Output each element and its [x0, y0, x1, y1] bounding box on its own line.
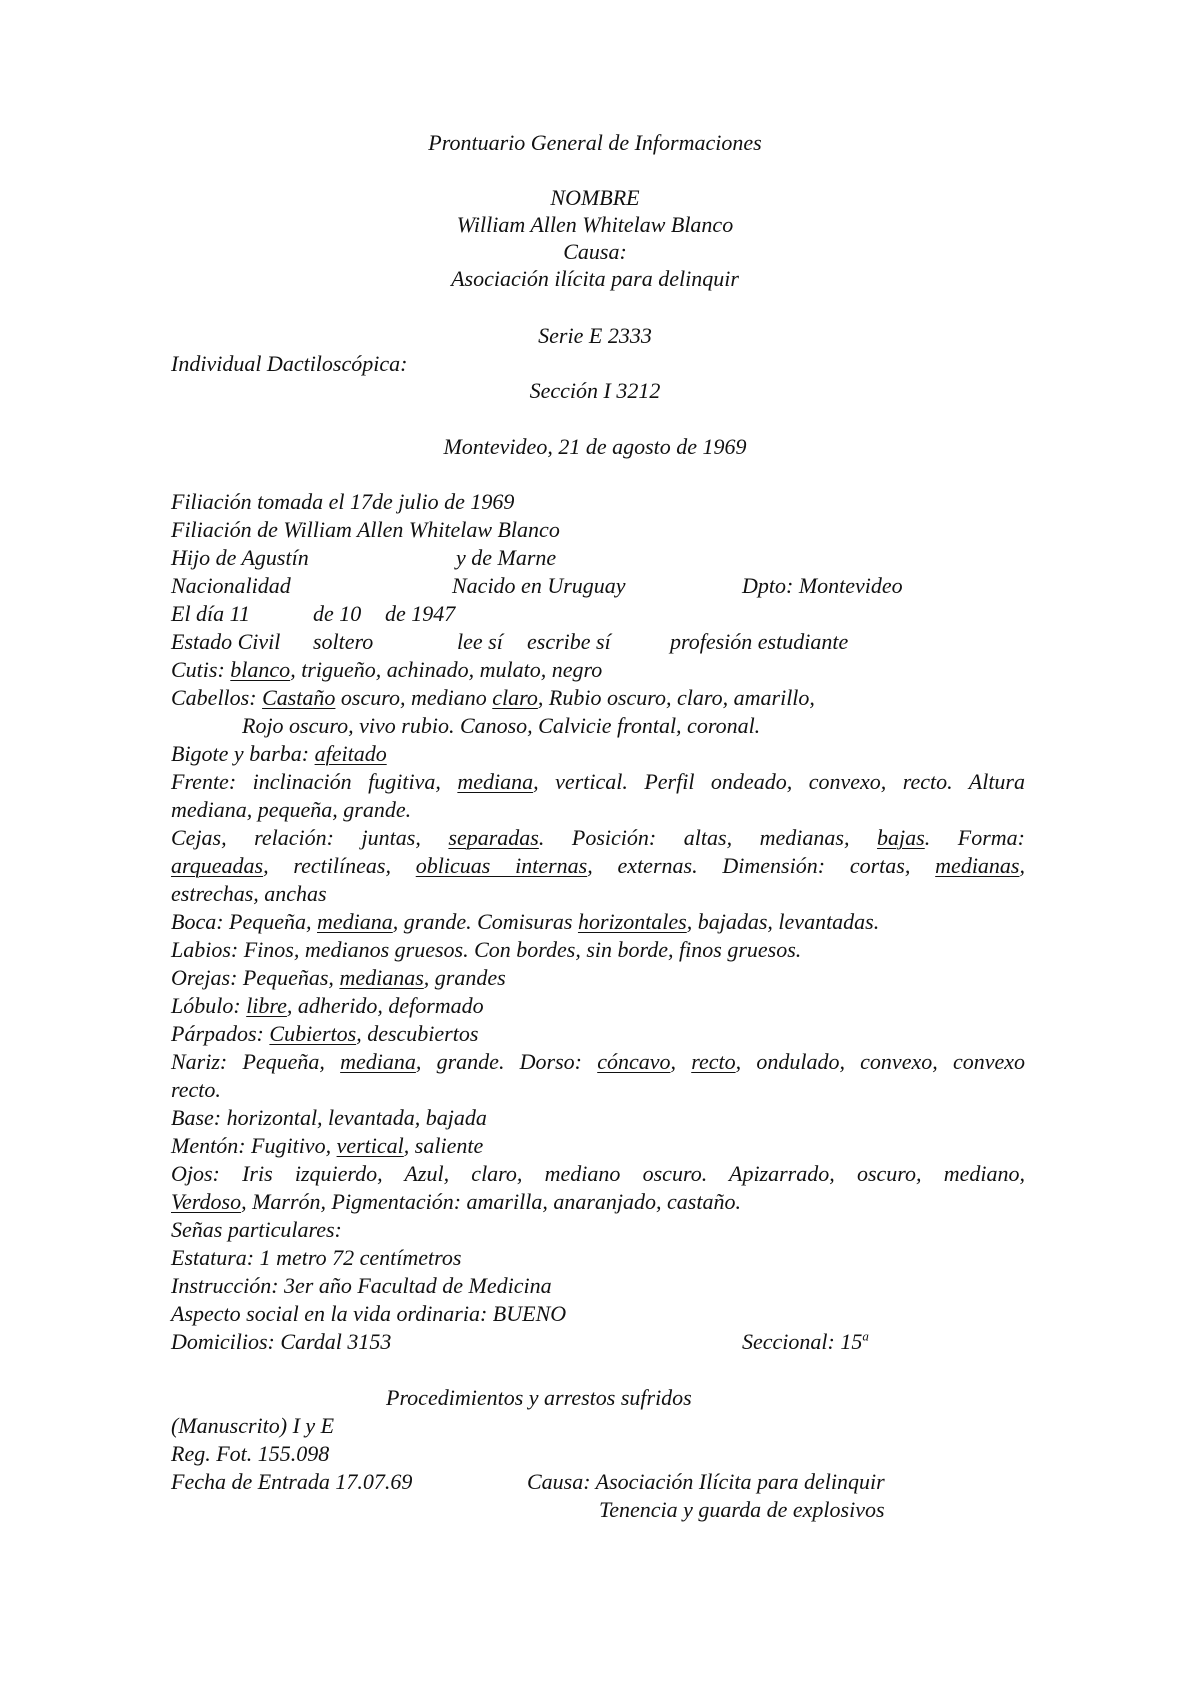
text-segment: oscuro, mediano: [335, 685, 493, 710]
aspecto-social: Aspecto social en la vida ordinaria: BUENO: [171, 1301, 567, 1326]
nariz-line-2: [171, 1076, 1025, 1104]
text-segment: Nariz: Pequeña,: [171, 1049, 341, 1074]
underlined-option: blanco: [230, 657, 291, 682]
y-de: y de Marne: [456, 545, 557, 570]
seccional: [742, 1328, 869, 1356]
underlined-option: afeitado: [314, 741, 387, 766]
text-segment: . Posición: altas, medianas,: [538, 825, 878, 850]
text-segment: Orejas: Pequeñas,: [171, 965, 340, 990]
text-segment: , ondulado, convexo, convexo: [735, 1049, 1026, 1074]
nombre-label: NOMBRE: [550, 185, 640, 210]
cutis-line: [171, 656, 1025, 684]
text-segment: Mentón: Fugitivo,: [171, 1133, 337, 1158]
nacionalidad-label: Nacionalidad: [171, 573, 291, 598]
text-segment: Frente: inclinación fugitiva,: [171, 769, 458, 794]
text-segment: ,: [1019, 853, 1025, 878]
estado-civil-label: Estado Civil: [171, 629, 281, 654]
dia-nacimiento: El día 11: [171, 601, 251, 626]
estado-civil-value: soltero: [313, 629, 374, 654]
underlined-option: cóncavo: [597, 1049, 671, 1074]
underlined-option: mediana: [457, 769, 534, 794]
underlined-option: horizontales: [577, 909, 687, 934]
causa-value: Asociación ilícita para delinquir: [451, 266, 739, 291]
base-line: [171, 1104, 1025, 1132]
text-segment: , trigueño, achinado, mulato, negro: [290, 657, 603, 682]
underlined-option: vertical: [336, 1133, 404, 1158]
text-segment: Lóbulo:: [171, 993, 247, 1018]
text-segment: Labios: Finos, medianos gruesos. Con bordes, sin borde, finos gruesos.: [171, 937, 802, 962]
procedimiento-causa: Causa: Asociación Ilícita para delinquir: [527, 1469, 885, 1494]
text-segment: , Rubio oscuro, claro, amarillo,: [537, 685, 815, 710]
seccion: Sección I 3212: [529, 378, 661, 403]
text-segment: mediana, pequeña, grande.: [171, 797, 412, 822]
anio-nacimiento: de 1947: [385, 601, 456, 626]
underlined-option: arqueadas: [171, 853, 264, 878]
causa-label: Causa:: [563, 239, 627, 264]
cejas-line-1: [171, 824, 1025, 852]
place-date: Montevideo, 21 de agosto de 1969: [443, 434, 747, 459]
text-segment: , Marrón, Pigmentación: amarilla, anaranjado, castaño.: [241, 1189, 741, 1214]
underlined-option: recto: [691, 1049, 736, 1074]
document-title: Prontuario General de Informaciones: [428, 130, 762, 155]
departamento: Dpto: Montevideo: [742, 573, 903, 598]
filiacion-de: Filiación de William Allen Whitelaw Blanco: [171, 517, 560, 542]
orejas-line: [171, 964, 1025, 992]
text-segment: , descubiertos: [356, 1021, 479, 1046]
underlined-option: Verdoso: [171, 1189, 242, 1214]
text-segment: Rojo oscuro, vivo rubio. Canoso, Calvicie frontal, coronal.: [242, 713, 761, 738]
text-segment: Párpados:: [171, 1021, 270, 1046]
procedimientos-title: Procedimientos y arrestos sufridos: [386, 1385, 692, 1410]
text-segment: Cejas, relación: juntas,: [171, 825, 449, 850]
text-segment: recto.: [171, 1077, 221, 1102]
underlined-option: bajas: [877, 825, 925, 850]
text-segment: Cabellos:: [171, 685, 263, 710]
estatura: Estatura: 1 metro 72 centímetros: [171, 1245, 462, 1270]
ojos-line-1: [171, 1160, 1025, 1188]
escribe: escribe sí: [527, 629, 611, 654]
lee: lee sí: [457, 629, 503, 654]
underlined-option: medianas: [935, 853, 1020, 878]
nacido-en: Nacido en Uruguay: [452, 573, 626, 598]
fecha-entrada: Fecha de Entrada 17.07.69: [171, 1469, 413, 1494]
text-segment: , grande. Comisuras: [392, 909, 578, 934]
parpados-line: [171, 1020, 1025, 1048]
text-segment: ,: [670, 1049, 692, 1074]
text-segment: Cutis:: [171, 657, 231, 682]
text-segment: Boca: Pequeña,: [171, 909, 317, 934]
manuscrito: (Manuscrito) I y E: [171, 1413, 335, 1438]
underlined-option: claro: [492, 685, 538, 710]
hijo-de: Hijo de Agustín: [171, 545, 309, 570]
individual-dactiloscopica-label: Individual Dactiloscópica:: [171, 351, 408, 376]
profesion: profesión estudiante: [670, 629, 849, 654]
underlined-option: mediana: [340, 1049, 416, 1074]
lobulo-line: [171, 992, 1025, 1020]
text-segment: , vertical. Perfil ondeado, convexo, recto. Altura: [533, 769, 1025, 794]
text-segment: , rectilíneas,: [263, 853, 416, 878]
menton-line: [171, 1132, 1025, 1160]
instruccion: Instrucción: 3er año Facultad de Medicina: [171, 1273, 552, 1298]
serie: Serie E 2333: [538, 323, 652, 348]
boca-line: [171, 908, 1025, 936]
text-segment: , saliente: [403, 1133, 484, 1158]
seccional-label: Seccional: 15: [742, 1329, 863, 1354]
text-segment: . Forma:: [924, 825, 1025, 850]
text-segment: Ojos: Iris izquierdo, Azul, claro, mediano oscuro. Apizarrado, oscuro, mediano,: [171, 1161, 1025, 1186]
seccional-superscript: a: [862, 1328, 869, 1344]
registro-fotografico: Reg. Fot. 155.098: [171, 1441, 330, 1466]
filiacion-tomada: Filiación tomada el 17de julio de 1969: [171, 489, 515, 514]
text-segment: Bigote y barba:: [171, 741, 315, 766]
underlined-option: medianas: [339, 965, 424, 990]
mes-nacimiento: de 10: [313, 601, 362, 626]
bigote-barba-line: [171, 740, 1025, 768]
text-segment: , bajadas, levantadas.: [686, 909, 880, 934]
nombre-value: William Allen Whitelaw Blanco: [456, 212, 734, 237]
procedimiento-causa-2: Tenencia y guarda de explosivos: [599, 1497, 885, 1522]
cabellos-line-2: [242, 712, 1096, 740]
text-segment: estrechas, anchas: [171, 881, 327, 906]
text-segment: , adherido, deformado: [286, 993, 484, 1018]
text-segment: , grande. Dorso:: [415, 1049, 598, 1074]
underlined-option: mediana: [317, 909, 393, 934]
ojos-line-2: [171, 1188, 1025, 1216]
underlined-option: oblicuas internas: [415, 853, 588, 878]
cejas-line-2: [171, 852, 1025, 880]
frente-line-1: [171, 768, 1025, 796]
underlined-option: separadas: [448, 825, 539, 850]
domicilios: Domicilios: Cardal 3153: [171, 1329, 392, 1354]
nariz-line-1: [171, 1048, 1025, 1076]
underlined-option: libre: [246, 993, 287, 1018]
underlined-option: Castaño: [262, 685, 336, 710]
frente-line-2: [171, 796, 1025, 824]
text-segment: , grandes: [423, 965, 506, 990]
text-segment: , externas. Dimensión: cortas,: [587, 853, 936, 878]
senas-particulares: Señas particulares:: [171, 1217, 342, 1242]
labios-line: [171, 936, 1025, 964]
underlined-option: Cubiertos: [269, 1021, 357, 1046]
cabellos-line-1: [171, 684, 1025, 712]
cejas-line-3: [171, 880, 1025, 908]
text-segment: Base: horizontal, levantada, bajada: [171, 1105, 487, 1130]
